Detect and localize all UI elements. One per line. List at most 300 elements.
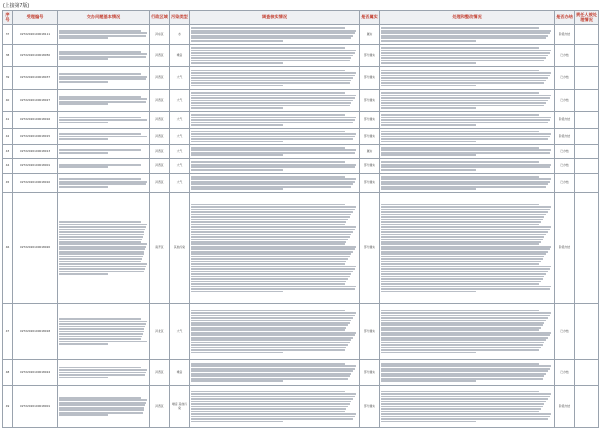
text-line-placeholder — [381, 268, 550, 270]
text-line-placeholder — [59, 117, 141, 119]
row-code: X2T22020100018001 — [13, 386, 58, 428]
text-line-placeholder — [59, 404, 145, 406]
text-line-placeholder — [191, 231, 353, 233]
text-line-placeholder — [381, 322, 544, 324]
text-line-placeholder — [191, 396, 355, 398]
row-district: 河西区 — [150, 129, 170, 145]
text-line-placeholder — [191, 273, 351, 275]
text-line-placeholder — [381, 164, 551, 166]
text-line-placeholder — [381, 368, 550, 370]
table-row — [3, 67, 599, 90]
text-line-placeholder — [381, 283, 539, 285]
text-line-placeholder — [191, 62, 283, 64]
text-line-placeholder — [381, 315, 550, 317]
text-line-placeholder — [59, 239, 142, 241]
text-line-placeholder — [59, 273, 108, 275]
text-line-placeholder — [191, 229, 355, 231]
text-line-placeholder — [191, 398, 353, 400]
text-line-placeholder — [381, 147, 539, 149]
text-line-placeholder — [191, 271, 353, 273]
text-line-placeholder — [191, 32, 355, 34]
text-line-placeholder — [191, 52, 355, 54]
text-line-placeholder — [191, 310, 345, 312]
text-line-placeholder — [381, 204, 539, 206]
row-investigation-text — [190, 67, 360, 90]
text-line-placeholder — [191, 352, 283, 354]
row-code: X2T22020100018001 — [13, 159, 58, 174]
row-responsible — [575, 145, 599, 159]
text-line-placeholder — [381, 234, 546, 236]
text-line-placeholder — [59, 369, 147, 371]
text-line-placeholder — [191, 421, 283, 423]
text-line-placeholder — [191, 239, 348, 241]
text-line-placeholder — [381, 161, 539, 163]
text-line-placeholder — [191, 161, 345, 163]
row-district: 河西区 — [150, 386, 170, 428]
text-line-placeholder — [191, 266, 356, 268]
row-closed: 已办结 — [555, 360, 575, 386]
row-no: 45 — [3, 174, 13, 193]
row-closed: 阶段办结 — [555, 112, 575, 129]
text-line-placeholder — [191, 320, 351, 322]
row-no: 40 — [3, 90, 13, 112]
row-no: 48 — [3, 360, 13, 386]
text-line-placeholder — [191, 188, 283, 190]
table-row — [3, 304, 599, 360]
text-line-placeholder — [59, 37, 108, 39]
text-line-placeholder — [191, 122, 353, 124]
text-line-placeholder — [381, 214, 546, 216]
row-no: 44 — [3, 159, 13, 174]
row-no: 38 — [3, 45, 13, 67]
table-row — [3, 174, 599, 193]
text-line-placeholder — [381, 92, 539, 94]
text-line-placeholder — [381, 124, 476, 126]
text-line-placeholder — [59, 271, 144, 273]
text-line-placeholder — [191, 147, 345, 149]
row-responsible — [575, 159, 599, 174]
text-line-placeholder — [381, 188, 476, 190]
text-line-placeholder — [381, 141, 476, 143]
row-district: 河西区 — [150, 45, 170, 67]
text-line-placeholder — [191, 119, 355, 121]
text-line-placeholder — [381, 334, 550, 336]
text-line-placeholder — [191, 363, 345, 365]
text-line-placeholder — [191, 416, 355, 418]
text-line-placeholder — [191, 256, 350, 258]
row-code: X2T22020100018018 — [13, 304, 58, 360]
text-line-placeholder — [191, 347, 346, 349]
row-district: 河西区 — [150, 145, 170, 159]
text-line-placeholder — [191, 114, 345, 116]
text-line-placeholder — [59, 253, 144, 255]
row-no: 49 — [3, 386, 13, 428]
text-line-placeholder — [381, 396, 550, 398]
row-no: 43 — [3, 145, 13, 159]
text-line-placeholder — [381, 398, 548, 400]
text-line-placeholder — [381, 133, 551, 135]
text-line-placeholder — [381, 32, 550, 34]
text-line-placeholder — [59, 224, 147, 226]
text-line-placeholder — [191, 283, 345, 285]
text-line-placeholder — [191, 186, 351, 188]
text-line-placeholder — [59, 266, 146, 268]
text-line-placeholder — [59, 338, 141, 340]
text-line-placeholder — [59, 328, 144, 330]
row-issue-text — [58, 25, 150, 45]
text-line-placeholder — [381, 286, 551, 288]
row-investigation-text — [190, 129, 360, 145]
header-no: 序号 — [3, 11, 13, 25]
text-line-placeholder — [191, 288, 355, 290]
text-line-placeholder — [381, 122, 548, 124]
text-line-placeholder — [191, 164, 356, 166]
row-verified: 部分属实 — [360, 360, 380, 386]
row-code: X2T22020100018016 — [13, 112, 58, 129]
text-line-placeholder — [191, 268, 355, 270]
row-issue-text — [58, 304, 150, 360]
text-line-placeholder — [191, 342, 350, 344]
text-line-placeholder — [59, 98, 147, 100]
text-line-placeholder — [381, 206, 551, 208]
text-line-placeholder — [191, 365, 356, 367]
row-code: X2T22020100018111 — [13, 25, 58, 45]
text-line-placeholder — [191, 226, 356, 228]
row-responsible — [575, 45, 599, 67]
text-line-placeholder — [191, 248, 355, 250]
row-code: X2T22020100018024 — [13, 360, 58, 386]
text-line-placeholder — [191, 102, 351, 104]
text-line-placeholder — [191, 391, 345, 393]
row-type: 大气 — [170, 129, 190, 145]
text-line-placeholder — [191, 378, 348, 380]
text-line-placeholder — [191, 107, 283, 109]
text-line-placeholder — [191, 327, 346, 329]
text-line-placeholder — [381, 219, 543, 221]
text-line-placeholder — [381, 258, 543, 260]
text-line-placeholder — [191, 334, 355, 336]
text-line-placeholder — [381, 181, 550, 183]
text-line-placeholder — [381, 273, 546, 275]
row-closed: 阶段办结 — [555, 386, 575, 428]
table-row — [3, 360, 599, 386]
text-line-placeholder — [381, 378, 543, 380]
text-line-placeholder — [381, 281, 541, 283]
text-line-placeholder — [381, 373, 546, 375]
text-line-placeholder — [59, 343, 108, 345]
row-closed: 已办结 — [555, 67, 575, 90]
row-issue-text — [58, 129, 150, 145]
header-code: 受理编号 — [13, 11, 58, 25]
row-handling-text — [380, 112, 555, 129]
row-closed: 已办结 — [555, 90, 575, 112]
row-responsible — [575, 193, 599, 304]
row-handling-text — [380, 304, 555, 360]
row-issue-text — [58, 90, 150, 112]
text-line-placeholder — [381, 278, 543, 280]
text-line-placeholder — [59, 263, 147, 265]
row-issue-text — [58, 67, 150, 90]
text-line-placeholder — [59, 51, 141, 53]
row-type: 大气 — [170, 159, 190, 174]
text-line-placeholder — [191, 57, 351, 59]
text-line-placeholder — [191, 370, 353, 372]
text-line-placeholder — [59, 35, 146, 37]
text-line-placeholder — [381, 37, 546, 39]
text-line-placeholder — [191, 138, 353, 140]
row-verified: 部分属实 — [360, 193, 380, 304]
text-line-placeholder — [381, 365, 551, 367]
text-line-placeholder — [381, 186, 546, 188]
text-line-placeholder — [381, 324, 543, 326]
text-line-placeholder — [59, 186, 108, 188]
text-line-placeholder — [59, 258, 142, 260]
table-row — [3, 45, 599, 67]
text-line-placeholder — [59, 229, 145, 231]
text-line-placeholder — [59, 397, 141, 399]
row-verified: 属实 — [360, 145, 380, 159]
text-line-placeholder — [381, 370, 548, 372]
row-responsible — [575, 386, 599, 428]
text-line-placeholder — [381, 363, 539, 365]
text-line-placeholder — [191, 401, 351, 403]
row-district: 河西区 — [150, 112, 170, 129]
row-code: X2T22020100018027 — [13, 90, 58, 112]
text-line-placeholder — [381, 72, 551, 74]
text-line-placeholder — [191, 152, 355, 154]
text-line-placeholder — [381, 349, 539, 351]
text-line-placeholder — [59, 407, 144, 409]
row-handling-text — [380, 193, 555, 304]
row-responsible — [575, 174, 599, 193]
text-line-placeholder — [59, 81, 108, 83]
text-line-placeholder — [191, 70, 345, 72]
text-line-placeholder — [381, 47, 539, 49]
row-code: X2T22020100018010 — [13, 174, 58, 193]
text-line-placeholder — [59, 101, 146, 103]
text-line-placeholder — [381, 85, 476, 87]
text-line-placeholder — [59, 323, 146, 325]
text-line-placeholder — [191, 27, 345, 29]
text-line-placeholder — [59, 96, 141, 98]
row-responsible — [575, 129, 599, 145]
text-line-placeholder — [191, 131, 345, 133]
row-verified: 部分属实 — [360, 129, 380, 145]
text-line-placeholder — [191, 368, 355, 370]
text-line-placeholder — [191, 349, 345, 351]
text-line-placeholder — [191, 40, 283, 42]
text-line-placeholder — [59, 226, 146, 228]
row-handling-text — [380, 45, 555, 67]
text-line-placeholder — [191, 92, 345, 94]
text-line-placeholder — [59, 166, 108, 168]
text-line-placeholder — [59, 377, 108, 379]
text-line-placeholder — [191, 344, 348, 346]
text-line-placeholder — [191, 209, 355, 211]
text-line-placeholder — [381, 248, 550, 250]
text-line-placeholder — [381, 332, 551, 334]
row-verified: 部分属实 — [360, 386, 380, 428]
text-line-placeholder — [381, 288, 550, 290]
header-type: 污染类型 — [170, 11, 190, 25]
row-code: X2T22020100018037 — [13, 67, 58, 90]
row-handling-text — [380, 67, 555, 90]
text-line-placeholder — [191, 80, 351, 82]
text-line-placeholder — [381, 251, 548, 253]
text-line-placeholder — [381, 57, 546, 59]
text-line-placeholder — [381, 241, 541, 243]
text-line-placeholder — [59, 236, 143, 238]
text-line-placeholder — [191, 149, 356, 151]
row-responsible — [575, 25, 599, 45]
text-line-placeholder — [191, 403, 350, 405]
text-line-placeholder — [381, 317, 548, 319]
continued-note: (上接第7版) — [3, 3, 30, 9]
row-closed: 阶段办结 — [555, 129, 575, 145]
row-issue-text — [58, 145, 150, 159]
text-line-placeholder — [191, 37, 351, 39]
text-line-placeholder — [381, 224, 539, 226]
text-line-placeholder — [381, 391, 539, 393]
row-closed: 已办结 — [555, 159, 575, 174]
row-code: X2T22020100018020 — [13, 193, 58, 304]
text-line-placeholder — [191, 141, 283, 143]
row-no: 39 — [3, 67, 13, 90]
row-investigation-text — [190, 304, 360, 360]
row-district: 河东区 — [150, 25, 170, 45]
text-line-placeholder — [191, 206, 356, 208]
table-row — [3, 90, 599, 112]
text-line-placeholder — [381, 166, 550, 168]
row-verified: 部分属实 — [360, 174, 380, 193]
row-closed: 阶段办结 — [555, 25, 575, 45]
row-issue-text — [58, 174, 150, 193]
row-type: 其他污染 — [170, 193, 190, 304]
text-line-placeholder — [381, 239, 543, 241]
row-investigation-text — [190, 386, 360, 428]
text-line-placeholder — [59, 261, 141, 263]
text-line-placeholder — [191, 332, 356, 334]
text-line-placeholder — [59, 178, 141, 180]
text-line-placeholder — [191, 286, 356, 288]
row-handling-text — [380, 129, 555, 145]
table-row — [3, 159, 599, 174]
text-line-placeholder — [59, 268, 145, 270]
text-line-placeholder — [381, 80, 546, 82]
text-line-placeholder — [59, 138, 108, 140]
text-line-placeholder — [191, 35, 353, 37]
text-line-placeholder — [191, 263, 345, 265]
text-line-placeholder — [59, 374, 145, 376]
text-line-placeholder — [59, 136, 147, 138]
text-line-placeholder — [381, 221, 541, 223]
text-line-placeholder — [191, 393, 356, 395]
text-line-placeholder — [59, 336, 142, 338]
text-line-placeholder — [381, 327, 541, 329]
text-line-placeholder — [381, 178, 551, 180]
text-line-placeholder — [191, 136, 355, 138]
text-line-placeholder — [191, 337, 353, 339]
text-line-placeholder — [381, 131, 539, 133]
row-handling-text — [380, 159, 555, 174]
header-investigation: 调查核实情况 — [190, 11, 360, 25]
row-type: 大气 — [170, 174, 190, 193]
text-line-placeholder — [381, 119, 550, 121]
row-issue-text — [58, 386, 150, 428]
text-line-placeholder — [381, 152, 550, 154]
text-line-placeholder — [381, 82, 544, 84]
row-verified: 部分属实 — [360, 304, 380, 360]
row-type: 大气 — [170, 90, 190, 112]
text-line-placeholder — [191, 211, 353, 213]
table-header-row — [3, 11, 599, 25]
table-row — [3, 129, 599, 145]
text-line-placeholder — [381, 27, 539, 29]
row-district: 河西区 — [150, 360, 170, 386]
text-line-placeholder — [59, 122, 108, 124]
row-responsible — [575, 112, 599, 129]
text-line-placeholder — [381, 403, 544, 405]
text-line-placeholder — [381, 310, 539, 312]
text-line-placeholder — [191, 95, 356, 97]
text-line-placeholder — [59, 152, 108, 154]
text-line-placeholder — [381, 337, 548, 339]
row-verified: 部分属实 — [360, 67, 380, 90]
row-type: 噪音 — [170, 360, 190, 386]
text-line-placeholder — [381, 154, 476, 156]
text-line-placeholder — [191, 176, 345, 178]
row-issue-text — [58, 159, 150, 174]
row-investigation-text — [190, 90, 360, 112]
text-line-placeholder — [381, 52, 550, 54]
text-line-placeholder — [191, 204, 345, 206]
text-line-placeholder — [59, 341, 147, 343]
text-line-placeholder — [191, 329, 345, 331]
text-line-placeholder — [381, 231, 548, 233]
text-line-placeholder — [59, 231, 144, 233]
row-closed: 已办结 — [555, 304, 575, 360]
text-line-placeholder — [381, 266, 551, 268]
row-investigation-text — [190, 25, 360, 45]
text-line-placeholder — [191, 224, 345, 226]
row-type: 噪音 — [170, 45, 190, 67]
text-line-placeholder — [191, 77, 353, 79]
table-row — [3, 112, 599, 129]
row-investigation-text — [190, 193, 360, 304]
text-line-placeholder — [191, 117, 356, 119]
text-line-placeholder — [191, 258, 348, 260]
complaint-ledger-table — [2, 10, 599, 428]
text-line-placeholder — [381, 243, 539, 245]
row-closed: 已办结 — [555, 45, 575, 67]
row-code: X2T22020100018015 — [13, 129, 58, 145]
text-line-placeholder — [381, 107, 476, 109]
text-line-placeholder — [59, 372, 146, 374]
text-line-placeholder — [59, 234, 144, 236]
text-line-placeholder — [381, 169, 476, 171]
text-line-placeholder — [381, 209, 550, 211]
row-closed: 已办结 — [555, 174, 575, 193]
row-district: 河西区 — [150, 90, 170, 112]
row-code: X2T22020100018013 — [13, 145, 58, 159]
text-line-placeholder — [191, 183, 353, 185]
row-verified: 部分属实 — [360, 159, 380, 174]
text-line-placeholder — [381, 60, 544, 62]
text-line-placeholder — [381, 117, 551, 119]
text-line-placeholder — [191, 418, 353, 420]
row-type: 噪音 其他污染 — [170, 386, 190, 428]
text-line-placeholder — [59, 248, 145, 250]
